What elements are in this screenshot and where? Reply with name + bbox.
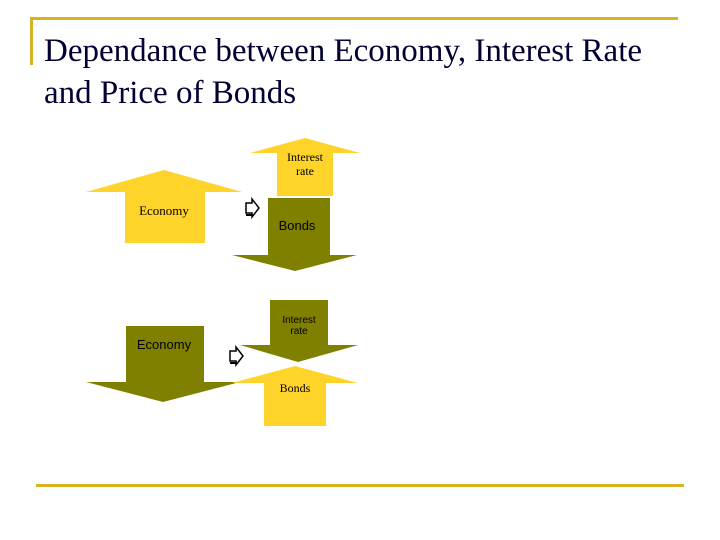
row1-economy-label: Economy: [139, 203, 189, 218]
slide-title: Dependance between Economy, Interest Rate and Price of Bonds: [44, 33, 643, 111]
row1-interest-rate-up-arrow: [250, 138, 360, 196]
up-arrow-shape: [232, 366, 358, 426]
row2-pointer-icon: [230, 347, 243, 365]
row2-interest-label-line2: rate: [290, 326, 308, 337]
row2-bonds-label: Bonds: [279, 381, 311, 395]
row2-bonds-up-arrow: [232, 366, 358, 426]
row1-pointer-icon: [246, 199, 259, 217]
row2-economy-label: Economy: [136, 337, 192, 352]
row2-economy-down-arrow: [86, 326, 240, 402]
row1-interest-label-line1: Interest: [287, 150, 323, 164]
row1-economy-up-arrow: [86, 170, 242, 243]
row2-interest-label-line1: Interest: [282, 315, 316, 326]
row1-interest-label-line2: rate: [296, 164, 314, 178]
row1-bonds-label: Bonds: [278, 218, 316, 233]
row2-interest-rate-down-arrow: [240, 300, 358, 362]
